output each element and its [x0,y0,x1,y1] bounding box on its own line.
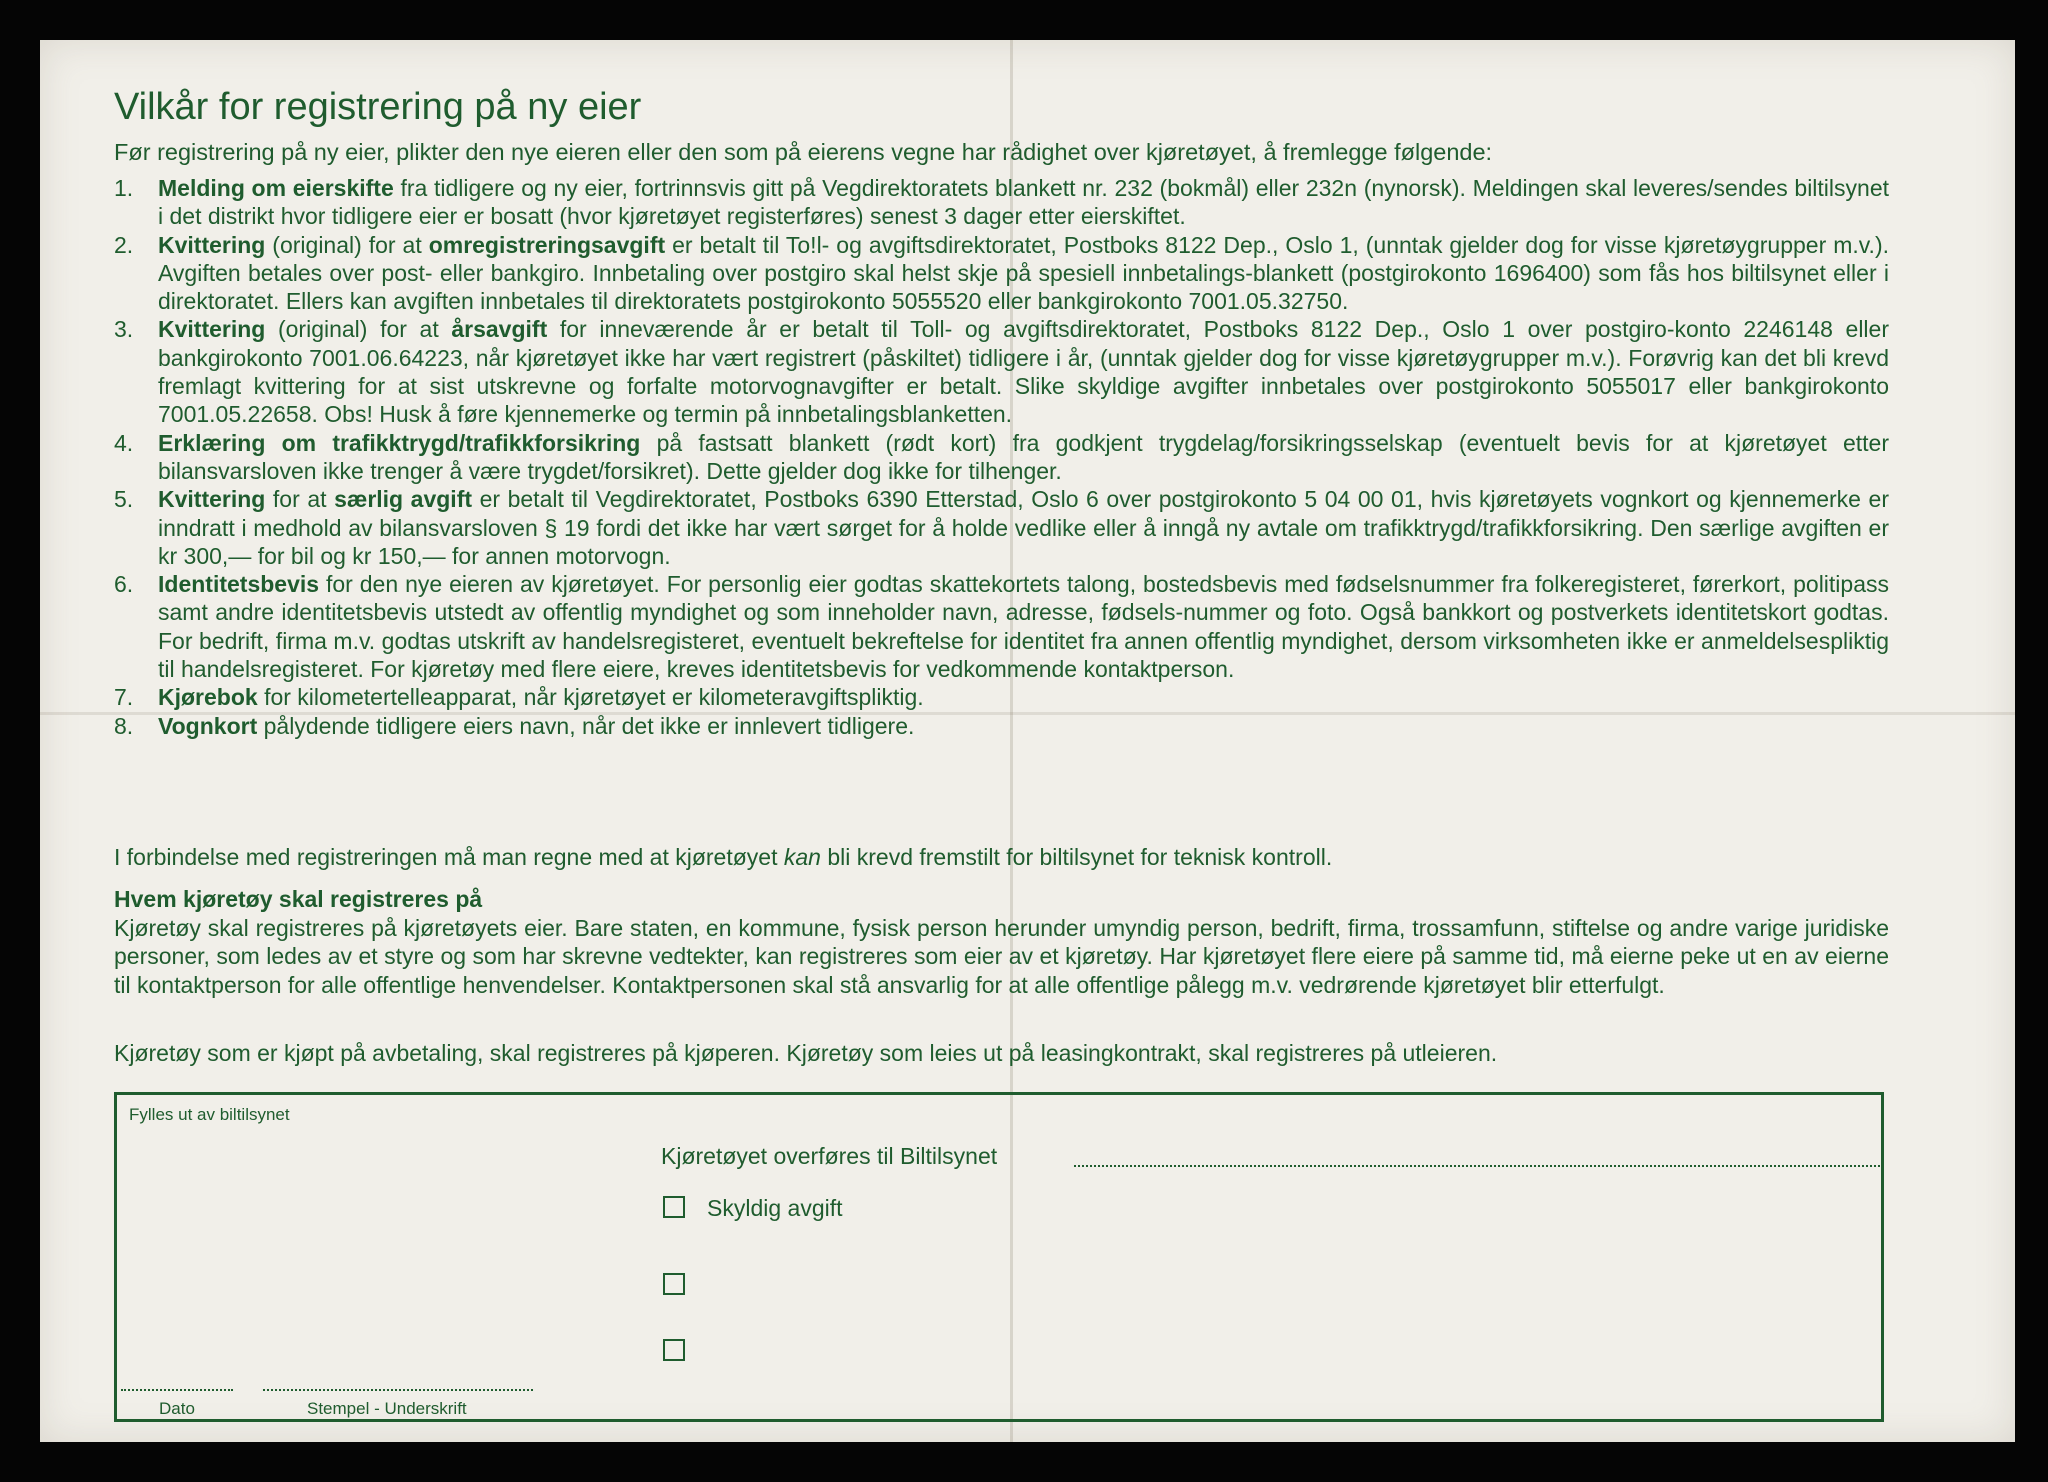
item-text: er betalt til Vegdirektoratet, Postboks 6390 Etterstad, Oslo 6 over postgirokonto 5 04 00 01, hvis kjøretøyets vognkort og kjennemerke er inndratt i medhold av bilansvarsloven § 19 fordi det ikke har vært sørget for å holde vedlike eller å inngå ny avtale om trafikktrygd/trafikkforsikring. Den særlige avgiften er kr 300,— for bil og kr 150,— for annen motorvogn. [158,486,1889,569]
inspection-note [114,843,1894,871]
item-number: 2. [114,231,134,258]
item-text: for den nye eieren av kjøretøyet. For personlig eier godtas skattekortets talong, bostedsbevis med fødselsnummer fra folkeregisteret, førerkort, politipass samt andre identitetsbevis utstedt av offentlig myndighet og som inneholder navn, adresse, fødsels-nummer og foto. Også bankkort og postverkets identitetskort godtas. For bedrift, firma m.v. godtas utskrift av handelsregisteret, eventuelt bekreftelse for identitet fra annen offentlig myndighet, dersom virksomheten ikke er anmeldelsespliktig til handelsregisteret. For kjøretøy med flere eiere, kreves identitetsbevis for vedkommende kontaktperson. [158,571,1889,683]
note-emphasis: kan [783,844,821,870]
item-heading: Identitetsbevis [158,571,320,598]
list-item [114,683,1889,711]
checkbox-label: Skyldig avgift [707,1195,843,1221]
item-heading: Kvittering [158,316,266,343]
item-number: 7. [114,684,134,711]
list-item [114,231,1889,316]
skyldig-avgift-checkbox[interactable] [663,1196,685,1218]
item-text: for inneværende år er betalt til Toll- og avgiftsdirektoratet, Postboks 8122 Dep., Oslo 1 over postgiro-konto 2246148 eller bankgirokonto 7001.06.64223, når kjøretøyet ikke har vært registrert (påskiltet) tidligere i år, (unntak gjelder dog for visse kjøretøygrupper m.v.). Forøvrig kan det bli krevd fremlagt kvittering for at sist utskrevne og forfalte motorvognavgifter er betalt. Slike skyldige avgifter innbetales over postgirokonto 5055017 eller bankgirokonto 7001.05.22658. Obs! Husk å føre kjennemerke og termin på innbetalingsblanketten. [158,316,1889,428]
item-text: er betalt til To!l- og avgiftsdirektoratet, Postboks 8122 Dep., Oslo 1, (unntak gjelder dog for visse kjøretøygrupper m.v.). Avgiften betales over post- eller bankgiro. Innbetaling over postgiro skal helst skje på spesiell innbetalings-blankett (postgirokonto 1696400) som fås hos biltilsynet eller i direktoratet. Ellers kan avgiften innbetales til direktoratets postgirokonto 5055520 eller bankgirokonto 7001.05.32750. [158,231,1889,315]
item-heading: Melding om eierskifte [158,175,394,201]
note-text: bli krevd fremstilt for biltilsynet for teknisk kontroll. [820,844,1333,870]
item-number: 1. [114,175,134,201]
list-item [114,570,1889,683]
item-text: pålydende tidligere eiers navn, når det ikke er innlevert tidligere. [257,712,915,739]
purchase-note: Kjøretøy som er kjøpt på avbetaling, skal registreres på kjøperen. Kjøretøy som leies ut på leasingkontrakt, skal registreres på utleieren. [114,1040,1498,1066]
requirements-list [114,174,1889,740]
date-label: Dato [159,1399,195,1418]
list-item [114,315,1889,428]
section-heading: Hvem kjøretøy skal registreres på [114,886,483,912]
box-label: Fylles ut av biltilsynet [129,1105,290,1124]
item-number: 6. [114,571,134,598]
blank-checkbox-2[interactable] [663,1273,685,1295]
office-use-box [114,1092,1884,1422]
item-text: for kilometertelleapparat, når kjøretøyet er kilometeravgiftspliktig. [257,684,924,711]
transfer-label: Kjøretøyet overføres til Biltilsynet [661,1143,998,1169]
date-dotted-line[interactable] [121,1389,233,1391]
item-number: 5. [114,486,134,513]
item-text: (original) for at [265,316,452,343]
signature-dotted-line[interactable] [263,1389,533,1391]
item-text: på fastsatt blankett (rødt kort) fra godkjent trygdelag/forsikringsselskap (eventuelt bevis for at kjøretøyet etter bilansvarsloven ikke trenger å være trygdet/forsikret). Dette gjelder dog ikke for tilhenger. [158,429,1889,484]
section-body: Kjøretøy skal registreres på kjøretøyets eier. Bare staten, en kommune, fysisk person herunder umyndig person, bedrift, firma, trossamfunn, stiftelse og andre varige juridiske personer, som ledes av et styre og som har skrevne vedtekter, kan registreres som eier av et kjøretøy. Har kjøretøyet flere eiere på samme tid, må eierne peke ut en av eierne til kontaktperson for alle offentlige henvendelser. Kontaktpersonen skal stå ansvarlig for at alle offentlige pålegg m.v. vedrørende kjøretøyet blir etterfulgt. [114,915,1889,998]
item-text: for at [265,486,335,513]
item-emphasis: omregistreringsavgift [428,231,666,258]
list-item [114,712,1889,740]
item-emphasis: årsavgift [451,316,548,343]
blank-checkbox-3[interactable] [663,1339,685,1361]
list-item [114,429,1889,486]
item-number: 8. [114,712,134,739]
item-heading: Kvittering [158,231,266,258]
item-text: fra tidligere og ny eier, fortrinnsvis gitt på Vegdirektoratets blankett nr. 232 (bokmål) eller 232n (nynorsk). Meldingen skal leveres/sendes biltilsynet i det distrikt hvor tidligere eier er bosatt (hvor kjøretøyet registerføres) senest 3 dager etter eierskiftet. [158,175,1889,230]
stamp-signature-label: Stempel - Underskrift [307,1399,467,1418]
intro-text: Før registrering på ny eier, plikter den nye eieren eller den som på eierens vegne har rådighet over kjøretøyet, å fremlegge følgende: [114,139,1493,165]
list-item [114,485,1889,570]
item-heading: Kjørebok [158,684,258,711]
note-text: I forbindelse med registreringen må man regne med at kjøretøyet [114,844,784,870]
item-heading: Kvittering [158,486,266,513]
item-emphasis: særlig avgift [334,486,473,513]
list-item [114,174,1889,231]
item-heading: Vognkort [158,712,258,739]
item-heading: Erklæring om trafikktrygd/trafikkforsikring [158,429,641,456]
transfer-dotted-line[interactable] [1074,1165,1884,1167]
item-number: 3. [114,316,134,343]
page-title: Vilkår for registrering på ny eier [114,86,642,128]
item-text: (original) for at [265,231,429,258]
item-number: 4. [114,429,134,456]
